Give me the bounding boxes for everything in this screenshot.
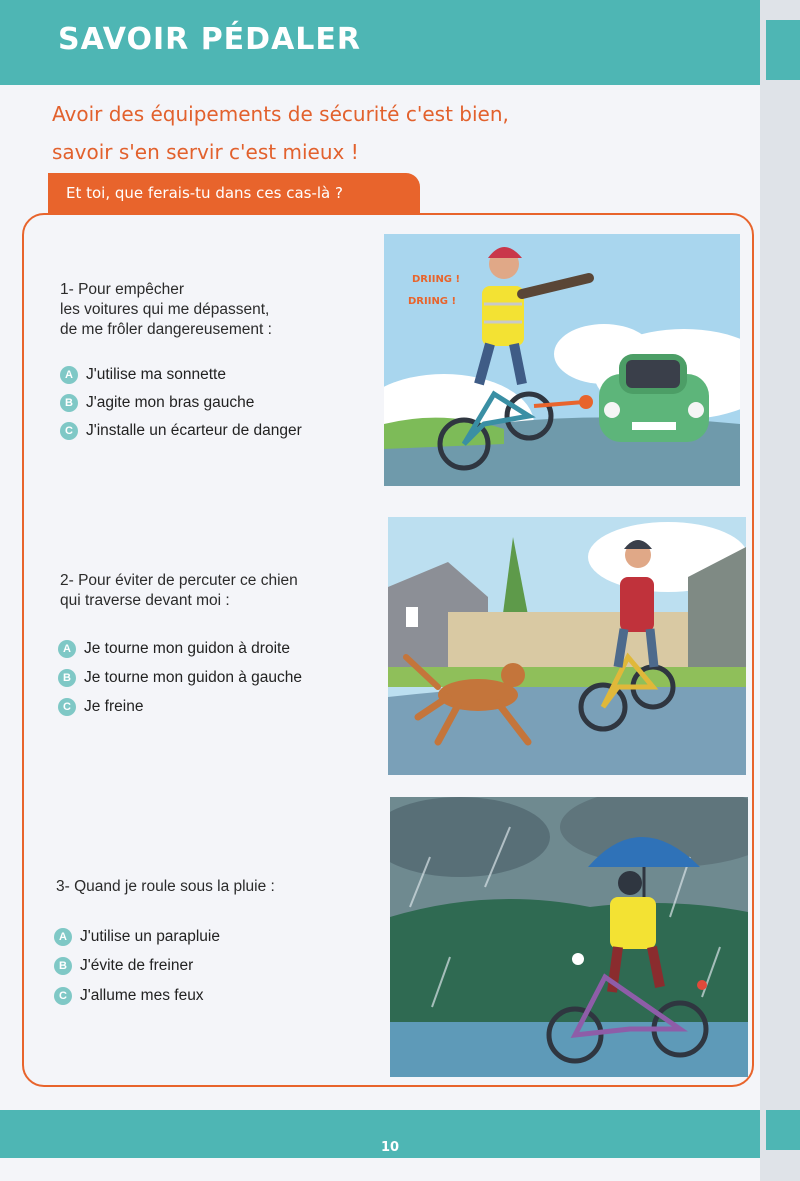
intro-line-1: Avoir des équipements de sécurité c'est bien, [52,102,509,126]
question-3-option-c[interactable] [54,987,204,1005]
adjacent-page-header [766,20,800,80]
option-text: Je tourne mon guidon à gauche [84,669,303,686]
header-band [0,0,760,85]
question-2-line: qui traverse devant moi : [60,592,230,609]
question-1-option-a[interactable] [60,366,226,384]
question-2-option-c[interactable] [58,698,143,716]
option-text: J'allume mes feux [80,987,204,1004]
question-3-option-a[interactable] [54,928,220,946]
page-title: SAVOIR PÉDALER [58,22,361,57]
question-1-line: de me frôler dangereusement : [60,321,272,338]
illustration-dog [388,517,746,775]
question-tab [48,173,420,215]
page-number: 10 [380,1140,400,1155]
question-2-line: 2- Pour éviter de percuter ce chien [60,572,298,589]
question-3-line: 3- Quand je roule sous la pluie : [56,878,275,895]
option-badge: B [60,394,78,412]
option-badge: C [54,987,72,1005]
option-badge: C [60,422,78,440]
intro-line-2: savoir s'en servir c'est mieux ! [52,140,359,164]
question-1-line: 1- Pour empêcher [60,281,185,298]
sound-text: DRIING ! [412,274,461,285]
question-3-option-b[interactable] [54,957,193,975]
option-badge: A [60,366,78,384]
option-text: Je tourne mon guidon à droite [84,640,290,657]
question-1-option-c[interactable] [60,422,302,440]
illustration-bell-car [384,234,740,486]
question-2-option-a[interactable] [58,640,290,658]
option-text: J'agite mon bras gauche [86,394,255,411]
option-text: J'utilise un parapluie [80,928,220,945]
question-2 [60,571,298,611]
option-badge: A [58,640,76,658]
option-badge: C [58,698,76,716]
option-badge: A [54,928,72,946]
question-1 [60,280,272,340]
question-1-line: les voitures qui me dépassent, [60,301,270,318]
intro-text [52,95,712,171]
adjacent-page-edge [760,0,800,1181]
option-badge: B [54,957,72,975]
option-text: J'évite de freiner [80,957,194,974]
question-tab-label: Et toi, que ferais-tu dans ces cas-là ? [66,184,343,202]
question-1-option-b[interactable] [60,394,254,412]
question-2-option-b[interactable] [58,669,302,687]
sound-text: DRIING ! [408,296,457,307]
option-badge: B [58,669,76,687]
option-text: J'utilise ma sonnette [86,366,226,383]
option-text: Je freine [84,698,144,715]
option-text: J'installe un écarteur de danger [86,422,302,439]
illustration-rain [390,797,748,1077]
question-3 [56,877,275,897]
adjacent-page-footer [766,1110,800,1150]
